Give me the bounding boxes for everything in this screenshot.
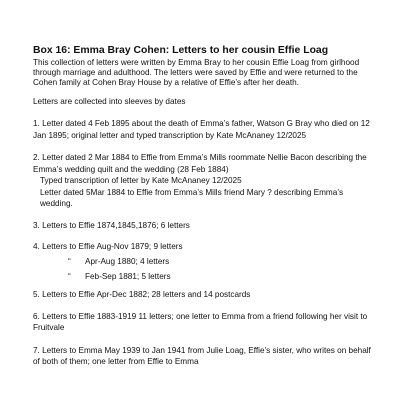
list-item-1: 1. Letter dated 4 Feb 1895 about the death of Emma’s father, Watson G Bray who died on 12 Jan 1895; original letter and typed transcription by Kate McAnaney 12/2025 <box>33 119 370 140</box>
list-item-2-second-letter: Letter dated 5Mar 1884 to Effie from Emma’s Mills friend Mary ? describing Emma’s wedding. <box>40 187 344 208</box>
page-title: Box 16: Emma Bray Cohen: Letters to her cousin Effie Loag <box>33 45 329 56</box>
list-item-6: 6. Letters to Effie 1883-1919 11 letters; one letter to Emma from a friend following her visit to Fruitvale <box>33 311 368 332</box>
sleeves-note: Letters are collected into sleeves by dates <box>33 97 186 106</box>
list-item-4-sub-2-text: Feb-Sep 1881; 5 letters <box>85 271 171 281</box>
list-item-3: 3. Letters to Effie 1874,1845,1876; 6 letters <box>33 220 190 230</box>
list-item-4-sub-1 <box>33 257 378 267</box>
list-item-5: 5. Letters to Effie Apr-Dec 1882; 28 letters and 14 postcards <box>33 289 251 299</box>
list-item-2: 2. Letter dated 2 Mar 1884 to Effie from Emma’s Mills roommate Nellie Bacon describing the Emma’s wedding quilt and the wedding (28 Feb 1884) <box>33 153 367 174</box>
list-item-2-transcription: Typed transcription of letter by Kate McAnaney 12/2025 <box>40 176 242 185</box>
intro-paragraph: This collection of letters were written by Emma Bray to her cousin Effie Loag from girlhood through marriage and adulthood. The letters were saved by Effie and were returned to the Cohen family at Cohen Bray House by a relative of Effie’s after her death. <box>33 58 360 87</box>
list-item-4: 4. Letters to Effie Aug-Nov 1879; 9 letters <box>33 241 183 251</box>
document-page <box>33 45 378 368</box>
ditto-mark: “ <box>68 271 71 281</box>
list-item-4-sub-1-text: Apr-Aug 1880; 4 letters <box>85 256 170 266</box>
list-item-7: 7. Letters to Emma May 1939 to Jan 1941 from Julie Loag, Effie’s sister, who writes on behalf of both of them; one letter from Effie to Emma <box>33 345 371 366</box>
ditto-mark: “ <box>68 256 71 266</box>
list-item-4-sub-2 <box>33 272 378 282</box>
